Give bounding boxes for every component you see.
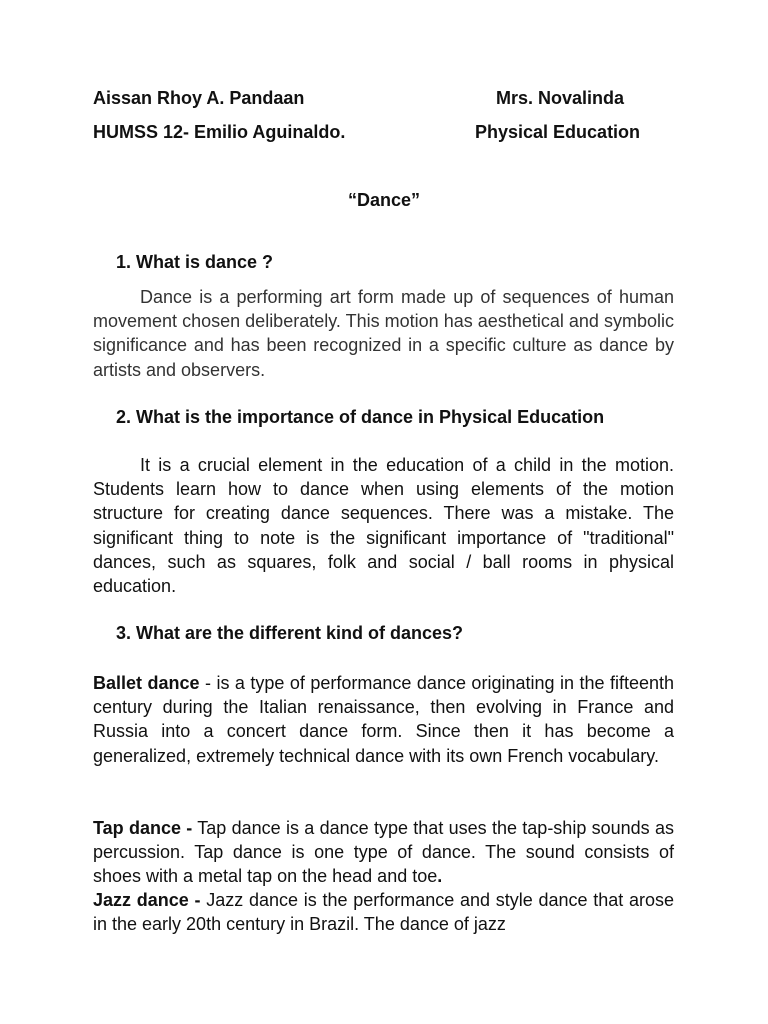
question-1: 1. What is dance ? [116, 252, 274, 272]
answer-2 [93, 453, 674, 598]
dance-text-ballet: - is a type of performance dance originating in the fifteenth century during the Italian renaissance, then evolving in France and Russia into a concert dance form. Since then it has become a generalized, extremely technical dance with its own French vocabulary. [93, 673, 674, 766]
dance-text-jazz: Jazz dance is the performance and style dance that arose in the early 20th century in Brazil. The dance of jazz [93, 890, 674, 935]
dance-term-ballet: Ballet dance [93, 673, 200, 693]
answer-1 [93, 285, 674, 382]
dance-term-tap: Tap dance - [93, 818, 193, 838]
dance-text-tap: Tap dance is a dance type that uses the tap-ship sounds as percussion. Tap dance is one type of dance. The sound consists of shoes with a metal tap on the head and toe [93, 818, 675, 887]
question-2: 2. What is the importance of dance in Physical Education [116, 407, 605, 427]
answer-1-text: Dance is a performing art form made up of sequences of human movement chosen deliberately. This motion has aesthetical and symbolic significance and has been recognized in a specific culture as dance by artists and observers. [93, 287, 674, 380]
dance-tap-trailing: . [437, 866, 443, 887]
question-3: 3. What are the different kind of dances? [116, 623, 464, 643]
subject-name: Physical Education [475, 122, 641, 142]
class-section: HUMSS 12- Emilio Aguinaldo. [93, 122, 346, 142]
document-title: “Dance” [347, 190, 421, 210]
dance-tap [93, 816, 674, 889]
author-name: Aissan Rhoy A. Pandaan [93, 88, 305, 108]
dance-jazz [93, 888, 674, 936]
answer-2-text: It is a crucial element in the education of a child in the motion. Students learn how to dance when using elements of the motion structure for creating dance sequences. There was a mistake. The significant thing to note is the significant importance of "traditional" dances, such as squares, folk and social / ball rooms in physical education. [93, 455, 674, 597]
dance-term-jazz: Jazz dance - [93, 890, 201, 910]
dance-ballet [93, 671, 674, 768]
teacher-name: Mrs. Novalinda [496, 88, 625, 108]
